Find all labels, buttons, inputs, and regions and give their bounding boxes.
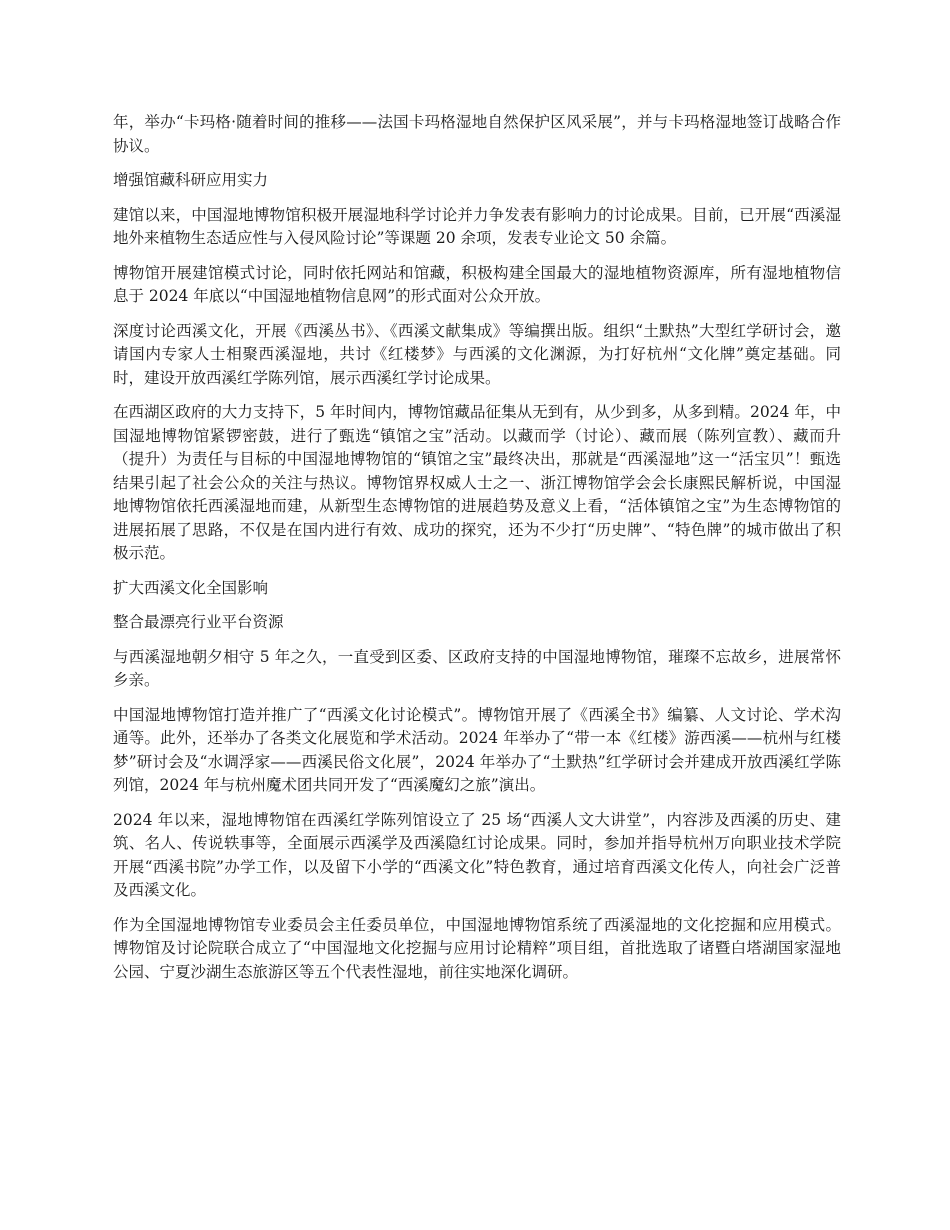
section-heading-platform: 整合最漂亮行业平台资源 (113, 613, 284, 631)
paragraph-5: 在西湖区政府的大力支持下，5 年时间内，博物馆藏品征集从无到有，从少到多，从多到精。2024 年，中国湿地博物馆紧锣密鼓，进行了甄选“镇馆之宝”活动。以藏而学（讨论）、藏而展（陈列宣教）、藏而升（提升）为责任与目标的中国湿地博物馆的“镇馆之宝”最终决出，那就是“西溪湿地”这一“活宝贝”！甄选结果引起了社会公众的关注与热议。博物馆界权威人士之一、浙江博物馆学会会长康熙民解析说，中国湿地博物馆依托西溪湿地而建，从新型生态博物馆的进展趋势及意义上看，“活体镇馆之宝”为生态博物馆的进展拓展了思路，不仅是在国内进行有效、成功的探究，还为不少打“历史牌”、“特色牌”的城市做出了积极示范。 (113, 403, 841, 562)
paragraph-7: 中国湿地博物馆打造并推广了“西溪文化讨论模式”。博物馆开展了《西溪全书》编纂、人文讨论、学术沟通等。此外，还举办了各类文化展览和学术活动。2024 年举办了“带一本《红楼》游西溪——杭州与红楼梦”研讨会及“水调浮家——西溪民俗文化展”，2024 年举办了“土默热”红学研讨会并建成开放西溪红学陈列馆，2024 年与杭州魔术团共同开发了“西溪魔幻之旅”演出。 (113, 705, 841, 794)
section-heading-influence: 扩大西溪文化全国影响 (113, 578, 269, 597)
paragraph-1: 年，举办“卡玛格·随着时间的推移——法国卡玛格湿地自然保护区风采展”，并与卡玛格湿地签订战略合作协议。 (113, 113, 841, 155)
document-body (113, 111, 841, 995)
paragraph-2: 建馆以来，中国湿地博物馆积极开展湿地科学讨论并力争发表有影响力的讨论成果。目前，已开展“西溪湿地外来植物生态适应性与入侵风险讨论”等课题 20 余项，发表专业论文 50 余篇。 (113, 205, 841, 247)
paragraph-3: 博物馆开展建馆模式讨论，同时依托网站和馆藏，积极构建全国最大的湿地植物资源库，所有湿地植物信息于 2024 年底以“中国湿地植物信息网”的形式面对公众开放。 (113, 263, 841, 305)
section-heading-research: 增强馆藏科研应用实力 (113, 171, 269, 189)
paragraph-4: 深度讨论西溪文化，开展《西溪丛书》、《西溪文献集成》等编撰出版。组织“土默热”大型红学研讨会，邀请国内专家人士相聚西溪湿地，共讨《红楼梦》与西溪的文化渊源，为打好杭州“文化牌”奠定基础。同时，建设开放西溪红学陈列馆，展示西溪红学讨论成果。 (113, 321, 841, 387)
paragraph-9: 作为全国湿地博物馆专业委员会主任委员单位，中国湿地博物馆系统了西溪湿地的文化挖掘和应用模式。博物馆及讨论院联合成立了“中国湿地文化挖掘与应用讨论精粹”项目组，首批选取了诸暨白塔湖国家湿地公园、宁夏沙湖生态旅游区等五个代表性湿地，前往实地深化调研。 (113, 915, 841, 981)
paragraph-6: 与西溪湿地朝夕相守 5 年之久，一直受到区委、区政府支持的中国湿地博物馆，璀璨不忘故乡，进展常怀乡亲。 (113, 647, 841, 689)
paragraph-8: 2024 年以来，湿地博物馆在西溪红学陈列馆设立了 25 场“西溪人文大讲堂”，内容涉及西溪的历史、建筑、名人、传说轶事等，全面展示西溪学及西溪隐红讨论成果。同时，参加并指导杭州万向职业技术学院开展“西溪书院”办学工作，以及留下小学的“西溪文化”特色教育，通过培育西溪文化传人，向社会广泛普及西溪文化。 (113, 810, 841, 899)
